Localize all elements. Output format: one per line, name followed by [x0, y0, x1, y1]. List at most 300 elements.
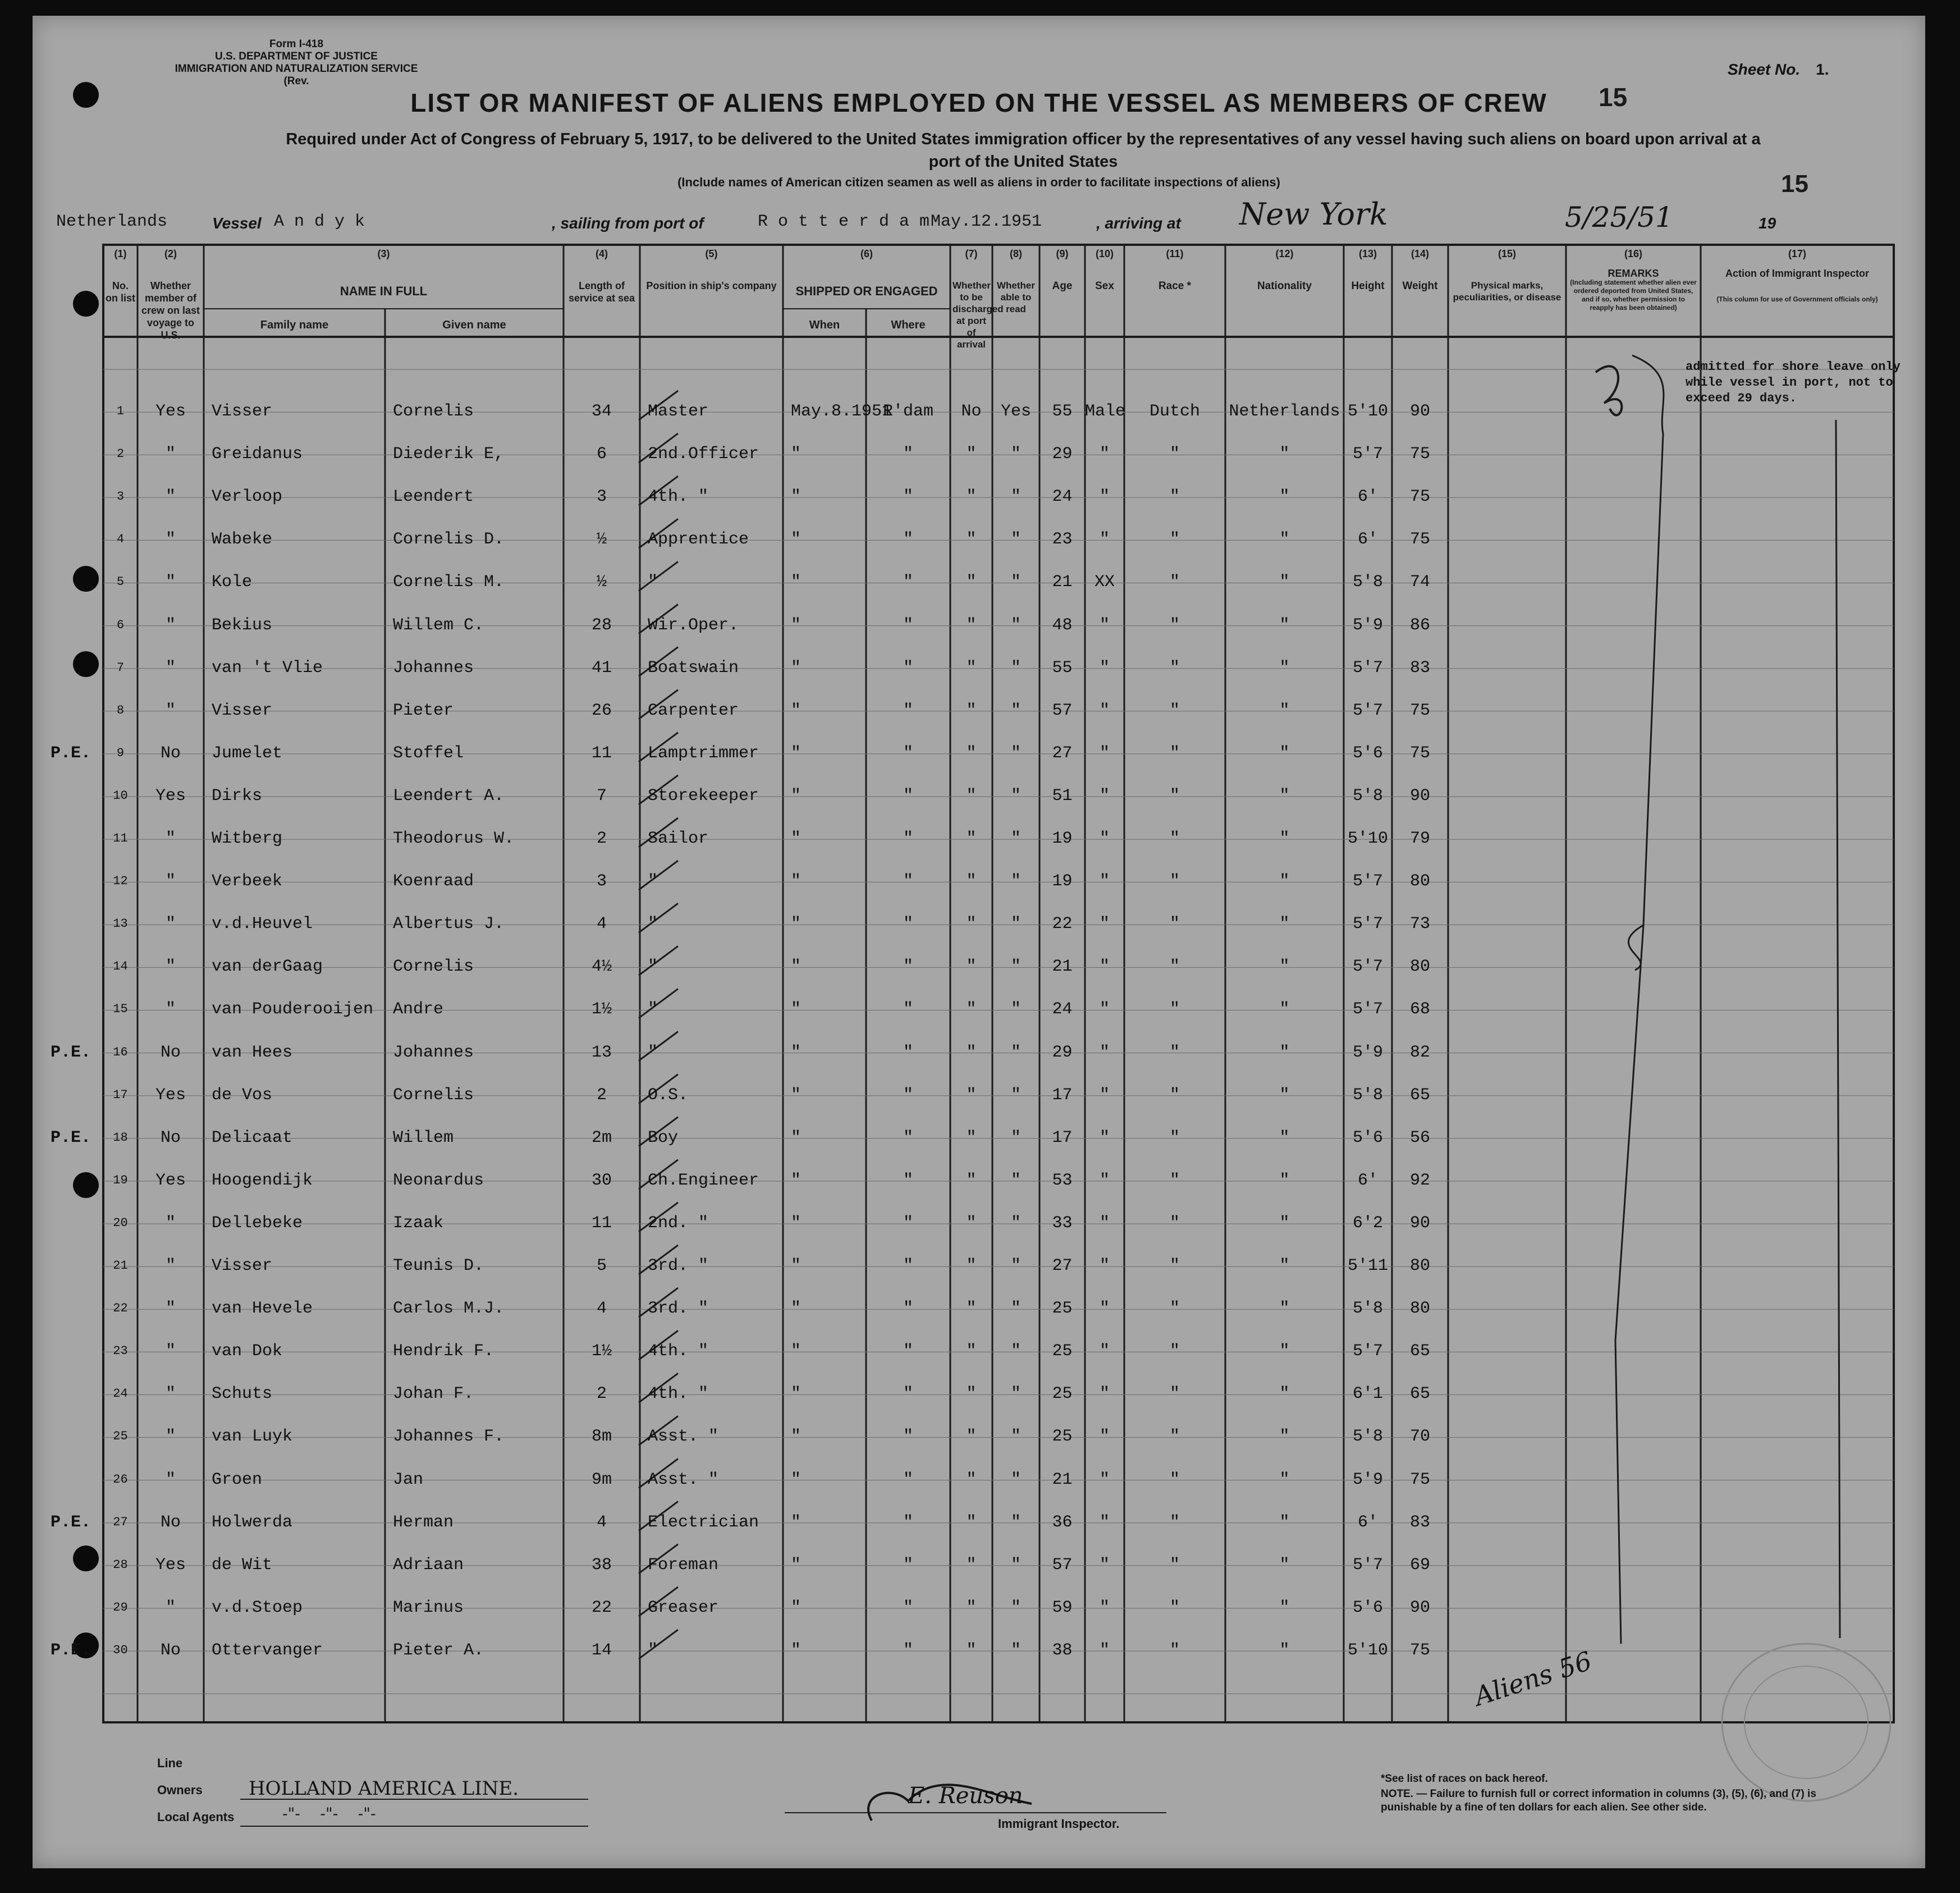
cell-no: 5 — [116, 575, 125, 589]
cell-prev: " — [165, 1598, 176, 1617]
cell-service: 1½ — [591, 1000, 612, 1019]
cell-age: 25 — [1052, 1342, 1073, 1361]
column-header-c1: No. on list — [106, 280, 135, 304]
cell-weight: 92 — [1409, 1170, 1430, 1190]
cell-read: " — [1010, 829, 1021, 848]
cell-position: Asst. " — [648, 1470, 719, 1489]
cell-prev: " — [165, 1470, 176, 1489]
cell-given: Pieter — [393, 701, 454, 720]
cell-age: 17 — [1052, 1085, 1073, 1105]
cell-where: " — [903, 1555, 913, 1575]
cell-nat: " — [1279, 1427, 1290, 1447]
cell-height: 5'8 — [1352, 1085, 1383, 1105]
cell-prev: " — [165, 573, 176, 592]
cell-sex: XX — [1094, 573, 1115, 592]
cell-where: " — [903, 915, 913, 934]
cell-disch: No — [961, 402, 982, 421]
cell-where: " — [903, 872, 913, 891]
cell-service: 11 — [591, 743, 612, 763]
cell-given: Andre — [393, 1000, 444, 1019]
cell-when: " — [791, 1000, 802, 1019]
cell-no: 25 — [113, 1429, 128, 1444]
cell-height: 5'7 — [1352, 957, 1383, 977]
cell-when: " — [791, 658, 802, 678]
cell-no: 17 — [113, 1087, 128, 1102]
cell-read: " — [1010, 1256, 1021, 1275]
column-number: (16) — [1624, 248, 1642, 259]
cell-where: " — [903, 1128, 913, 1147]
cell-disch: " — [966, 1128, 977, 1147]
cell-when: " — [791, 1598, 802, 1617]
cell-family: Visser — [212, 701, 273, 720]
cell-given: Willem C. — [393, 615, 484, 635]
cell-family: van Luyk — [212, 1427, 293, 1447]
cell-family: Holwerda — [212, 1512, 293, 1532]
cell-service: 41 — [591, 658, 612, 678]
cell-family: Jumelet — [212, 743, 283, 763]
cell-where: " — [903, 1598, 913, 1617]
cell-race: " — [1169, 1085, 1180, 1105]
cell-read: " — [1010, 487, 1021, 507]
cell-read: " — [1010, 1213, 1021, 1233]
cell-race: " — [1169, 1000, 1180, 1019]
cell-race: " — [1169, 1640, 1180, 1660]
cell-read: " — [1010, 1170, 1021, 1190]
arriving-label: , arriving at — [1096, 214, 1181, 232]
cell-prev: " — [165, 829, 176, 848]
cell-given: Cornelis D. — [393, 530, 505, 550]
owners-label: Owners — [157, 1783, 203, 1797]
cell-disch: " — [966, 445, 977, 464]
cell-age: 53 — [1052, 1170, 1073, 1190]
cell-nat: " — [1279, 743, 1290, 763]
cell-sex: " — [1099, 1384, 1110, 1404]
cell-prev: No — [160, 1042, 181, 1062]
agents-label: Local Agents — [157, 1810, 235, 1824]
cell-disch: " — [966, 1512, 977, 1532]
pe-mark: P.E. — [51, 1042, 91, 1062]
cell-height: 5'7 — [1352, 915, 1383, 934]
pe-mark: P.E. — [51, 1128, 91, 1147]
column-number: (9) — [1056, 248, 1069, 259]
column-header-c7: Whether to be discharged at port of arrival — [952, 280, 1004, 350]
cell-age: 25 — [1052, 1299, 1073, 1319]
cell-disch: " — [966, 701, 977, 720]
cell-family: van Dok — [212, 1342, 283, 1361]
cell-given: Teunis D. — [393, 1256, 484, 1275]
cell-where: " — [903, 1299, 913, 1319]
cell-no: 13 — [113, 917, 128, 931]
cell-weight: 75 — [1409, 530, 1430, 550]
cell-family: Ottervanger — [212, 1640, 323, 1660]
cell-height: 5'7 — [1352, 872, 1383, 891]
cell-race: " — [1169, 743, 1180, 763]
cell-no: 4 — [116, 532, 125, 547]
column-header-c8: Whether able to read — [997, 280, 1035, 314]
cell-disch: " — [966, 1000, 977, 1019]
cell-where: " — [903, 487, 913, 507]
cell-when: " — [791, 1512, 802, 1532]
cell-age: 23 — [1052, 530, 1073, 550]
form-identifier: Form I-418 U.S. DEPARTMENT OF JUSTICE IMMIGRATION AND NATURALIZATION SERVICE (Rev. — [175, 38, 418, 87]
cell-family: v.d.Stoep — [212, 1598, 303, 1617]
tick-marks — [639, 391, 678, 1659]
cell-position: " — [648, 915, 658, 934]
cell-where: " — [903, 1342, 913, 1361]
cell-read: " — [1010, 1000, 1021, 1019]
column-header-c17: Action of Immigrant Inspector — [1725, 268, 1870, 279]
cell-weight: 75 — [1409, 487, 1430, 507]
inspector-initials — [1596, 366, 1622, 415]
cell-age: 25 — [1052, 1384, 1073, 1404]
cell-disch: " — [966, 829, 977, 848]
cell-race: " — [1169, 1512, 1180, 1532]
cell-race: " — [1169, 786, 1180, 806]
cell-read: " — [1010, 1427, 1021, 1447]
cell-where: " — [903, 658, 913, 678]
cell-nat: " — [1279, 573, 1290, 592]
cell-given: Theodorus W. — [393, 829, 515, 848]
cell-position: Apprentice — [648, 530, 749, 550]
cell-when: " — [791, 1213, 802, 1233]
cell-race: " — [1169, 1598, 1180, 1617]
cell-given: Albertus J. — [393, 915, 505, 934]
cell-sex: " — [1099, 1299, 1110, 1319]
cell-service: 4½ — [591, 957, 612, 977]
cell-age: 59 — [1052, 1598, 1073, 1617]
cell-prev: Yes — [155, 1085, 186, 1105]
cell-family: van 't Vlie — [212, 658, 323, 678]
cell-given: Koenraad — [393, 872, 474, 891]
sailing-label: , sailing from port of — [552, 214, 704, 232]
cell-given: Adriaan — [393, 1555, 464, 1575]
cell-service: 5 — [596, 1256, 607, 1275]
year-label: 19 — [1758, 214, 1776, 232]
column-header-c15: Physical marks, peculiarities, or disease — [1453, 280, 1561, 303]
cell-age: 19 — [1052, 829, 1073, 848]
cell-nat: " — [1279, 1470, 1290, 1489]
cell-service: 4 — [596, 1299, 607, 1319]
cell-race: " — [1169, 829, 1180, 848]
sheet-number: Sheet No. 1. — [1728, 61, 1829, 78]
cell-read: " — [1010, 957, 1021, 977]
cell-nat: " — [1279, 1128, 1290, 1147]
cell-where: " — [903, 1256, 913, 1275]
cell-age: 21 — [1052, 573, 1073, 592]
cell-disch: " — [966, 573, 977, 592]
cell-position: 4th. " — [648, 487, 709, 507]
pe-mark: P.E. — [51, 1512, 91, 1532]
page-title: LIST OR MANIFEST OF ALIENS EMPLOYED ON THE VESSEL AS MEMBERS OF CREW — [410, 88, 1547, 117]
cell-family: Delicaat — [212, 1128, 293, 1147]
cell-prev: " — [165, 915, 176, 934]
cell-disch: " — [966, 1042, 977, 1062]
cell-sex: " — [1099, 1256, 1110, 1275]
cell-family: van Pouderooijen — [212, 1000, 374, 1019]
cell-read: " — [1010, 615, 1021, 635]
cell-nat: " — [1279, 1555, 1290, 1575]
column-header-c4: Length of service at sea — [568, 280, 635, 304]
cell-age: 57 — [1052, 1555, 1073, 1575]
cell-read: " — [1010, 1042, 1021, 1062]
cell-race: " — [1169, 1384, 1180, 1404]
cell-nat: " — [1279, 1299, 1290, 1319]
cell-read: " — [1010, 1128, 1021, 1147]
cell-family: Greidanus — [212, 445, 303, 464]
cell-service: 4 — [596, 915, 607, 934]
cell-disch: " — [966, 1342, 977, 1361]
cell-given: Marinus — [393, 1598, 464, 1617]
cell-family: van Hevele — [212, 1299, 313, 1319]
manifest-page — [33, 16, 1925, 1868]
cell-prev: " — [165, 658, 176, 678]
requirement-text: Required under Act of Congress of February 5, 1917, to be delivered to the United States immigration officer by the representatives of any vessel having such aliens on board upon arrival at a port of the United States — [286, 130, 1761, 171]
cell-when: " — [791, 701, 802, 720]
include-note: (Include names of American citizen seamen as well as aliens in order to facilitate inspections of aliens) — [677, 175, 1280, 189]
cell-weight: 83 — [1409, 1512, 1430, 1532]
cell-position: " — [648, 872, 658, 891]
cell-when: " — [791, 915, 802, 934]
cell-nat: " — [1279, 1342, 1290, 1361]
cell-height: 5'8 — [1352, 1427, 1383, 1447]
column-number: (14) — [1411, 248, 1429, 259]
cell-weight: 75 — [1409, 1640, 1430, 1660]
column-number: (17) — [1788, 248, 1806, 259]
cell-race: " — [1169, 445, 1180, 464]
cell-given: Neonardus — [393, 1170, 484, 1190]
cell-read: " — [1010, 786, 1021, 806]
cell-race: " — [1169, 1256, 1180, 1275]
subheader-c6b: Where — [891, 319, 926, 331]
cell-prev: " — [165, 530, 176, 550]
cell-when: " — [791, 1128, 802, 1147]
cell-disch: " — [966, 1470, 977, 1489]
cell-when: " — [791, 872, 802, 891]
cell-age: 29 — [1052, 445, 1073, 464]
cell-weight: 86 — [1409, 615, 1430, 635]
cell-service: 1½ — [591, 1342, 612, 1361]
cell-race: " — [1169, 1299, 1180, 1319]
cell-service: 9m — [591, 1470, 612, 1489]
cell-where: " — [903, 1213, 913, 1233]
cell-height: 5'6 — [1352, 1128, 1383, 1147]
cell-prev: " — [165, 1299, 176, 1319]
cell-position: Sailor — [648, 829, 709, 848]
cell-where: " — [903, 743, 913, 763]
flag-value: Netherlands — [56, 212, 168, 231]
cell-no: 10 — [113, 788, 128, 803]
arrival-date: 5/25/51 — [1565, 201, 1673, 234]
cell-sex: " — [1099, 1128, 1110, 1147]
cell-nat: " — [1279, 1000, 1290, 1019]
column-header-c13: Height — [1351, 280, 1385, 292]
cell-sex: " — [1099, 1085, 1110, 1105]
cell-family: Groen — [212, 1470, 263, 1489]
cell-age: 48 — [1052, 615, 1073, 635]
cell-race: " — [1169, 701, 1180, 720]
cell-prev: No — [160, 1640, 181, 1660]
cell-weight: 68 — [1409, 1000, 1430, 1019]
aliens-count-note: Aliens 56 — [1470, 1645, 1596, 1712]
cell-service: 30 — [591, 1170, 612, 1190]
cell-prev: No — [160, 743, 181, 763]
cell-disch: " — [966, 615, 977, 635]
subheader-c3b: Given name — [442, 319, 506, 331]
cell-weight: 90 — [1409, 786, 1430, 806]
fine-note: NOTE. — Failure to furnish full or correct information in columns (3), (5), (6), and (7) is punishable by a fine of ten dollars for each alien. See other side. — [1381, 1788, 1816, 1813]
cell-given: Willem — [393, 1128, 454, 1147]
cell-where: " — [903, 1170, 913, 1190]
cell-no: 29 — [113, 1600, 128, 1615]
column-number: (2) — [164, 248, 177, 259]
cell-given: Hendrik F. — [393, 1342, 494, 1361]
cell-service: 2 — [596, 829, 607, 848]
cell-given: Cornelis — [393, 402, 474, 421]
column-number: (12) — [1275, 248, 1294, 259]
cell-disch: " — [966, 1085, 977, 1105]
cell-no: 11 — [113, 831, 128, 845]
cell-read: Yes — [1000, 402, 1031, 421]
cell-race: " — [1169, 957, 1180, 977]
cell-position: 3rd. " — [648, 1256, 709, 1275]
cell-when: " — [791, 1470, 802, 1489]
cell-service: 3 — [596, 487, 607, 507]
sailing-date: May.12.1951 — [931, 212, 1042, 231]
cell-given: Leendert A. — [393, 786, 505, 806]
cell-disch: " — [966, 1555, 977, 1575]
cell-family: Bekius — [212, 615, 273, 635]
cell-weight: 90 — [1409, 1213, 1430, 1233]
cell-family: v.d.Heuvel — [212, 915, 313, 934]
cell-weight: 75 — [1409, 1470, 1430, 1489]
cell-weight: 56 — [1409, 1128, 1430, 1147]
cell-given: Cornelis — [393, 1085, 474, 1105]
cell-when: " — [791, 1042, 802, 1062]
cell-race: " — [1169, 1555, 1180, 1575]
cell-where: " — [903, 1000, 913, 1019]
cell-when: May.8.1951 — [791, 402, 892, 421]
column-header-c10: Sex — [1095, 280, 1114, 292]
cell-position: Greaser — [648, 1598, 719, 1617]
cell-prev: Yes — [155, 786, 186, 806]
cell-disch: " — [966, 530, 977, 550]
cell-when: " — [791, 487, 802, 507]
cell-prev: " — [165, 701, 176, 720]
cell-sex: " — [1099, 743, 1110, 763]
cell-nat: " — [1279, 1042, 1290, 1062]
column-number: (8) — [1010, 248, 1022, 259]
cell-disch: " — [966, 1598, 977, 1617]
cell-nat: Netherlands — [1229, 402, 1340, 421]
cell-position: " — [648, 1640, 658, 1660]
cell-service: 34 — [591, 402, 612, 421]
cell-weight: 69 — [1409, 1555, 1430, 1575]
column-number: (4) — [596, 248, 608, 259]
cell-prev: " — [165, 487, 176, 507]
cell-given: Diederik E, — [393, 445, 505, 464]
cell-no: 26 — [113, 1472, 128, 1487]
cell-family: Visser — [212, 1256, 273, 1275]
cell-age: 24 — [1052, 487, 1073, 507]
cell-prev: " — [165, 1000, 176, 1019]
cell-when: " — [791, 573, 802, 592]
cell-where: " — [903, 829, 913, 848]
cell-sex: " — [1099, 957, 1110, 977]
cell-family: van Hees — [212, 1042, 293, 1062]
cell-nat: " — [1279, 1598, 1290, 1617]
cell-where: " — [903, 786, 913, 806]
cell-race: " — [1169, 530, 1180, 550]
cell-position: " — [648, 957, 658, 977]
cell-no: 22 — [113, 1301, 128, 1316]
cell-nat: " — [1279, 445, 1290, 464]
cell-weight: 79 — [1409, 829, 1430, 848]
cell-no: 2 — [116, 447, 125, 461]
cell-service: 8m — [591, 1427, 612, 1447]
cell-position: Boy — [648, 1128, 679, 1147]
cell-height: 5'10 — [1347, 1640, 1388, 1660]
cell-when: " — [791, 530, 802, 550]
cell-age: 21 — [1052, 1470, 1073, 1489]
cell-position: 4th. " — [648, 1384, 709, 1404]
cell-disch: " — [966, 1213, 977, 1233]
cell-position: 4th. " — [648, 1342, 709, 1361]
cell-no: 12 — [113, 874, 128, 889]
cell-service: 7 — [596, 786, 607, 806]
cell-disch: " — [966, 957, 977, 977]
cell-no: 1 — [116, 404, 125, 418]
column-number: (3) — [377, 248, 390, 259]
cell-where: " — [903, 957, 913, 977]
cell-race: " — [1169, 1170, 1180, 1190]
cell-height: 5'9 — [1352, 615, 1383, 635]
cell-age: 33 — [1052, 1213, 1073, 1233]
cell-where: " — [903, 573, 913, 592]
cell-where: " — [903, 1470, 913, 1489]
cell-age: 27 — [1052, 743, 1073, 763]
cell-prev: " — [165, 957, 176, 977]
cell-height: 5'9 — [1352, 1042, 1383, 1062]
cell-position: Wir.Oper. — [648, 615, 739, 635]
cell-position: Master — [648, 402, 709, 421]
cell-given: Cornelis — [393, 957, 474, 977]
cell-family: Hoogendijk — [212, 1170, 313, 1190]
cell-given: Johannes — [393, 1042, 474, 1062]
cell-age: 21 — [1052, 957, 1073, 977]
cell-height: 5'9 — [1352, 1470, 1383, 1489]
cell-family: Verbeek — [212, 872, 283, 891]
cell-when: " — [791, 1256, 802, 1275]
cell-nat: " — [1279, 915, 1290, 934]
cell-disch: " — [966, 915, 977, 934]
owners-value: HOLLAND AMERICA LINE. — [249, 1777, 519, 1800]
cell-age: 57 — [1052, 701, 1073, 720]
cell-no: 24 — [113, 1387, 128, 1401]
cell-age: 55 — [1052, 402, 1073, 421]
cell-nat: " — [1279, 1170, 1290, 1190]
cell-weight: 73 — [1409, 915, 1430, 934]
cell-sex: " — [1099, 1342, 1110, 1361]
cell-nat: " — [1279, 1640, 1290, 1660]
cell-race: " — [1169, 658, 1180, 678]
cell-nat: " — [1279, 658, 1290, 678]
cell-sex: " — [1099, 487, 1110, 507]
cell-disch: " — [966, 786, 977, 806]
cell-sex: " — [1099, 1213, 1110, 1233]
cell-disch: " — [966, 743, 977, 763]
cell-race: " — [1169, 1470, 1180, 1489]
cell-service: 13 — [591, 1042, 612, 1062]
